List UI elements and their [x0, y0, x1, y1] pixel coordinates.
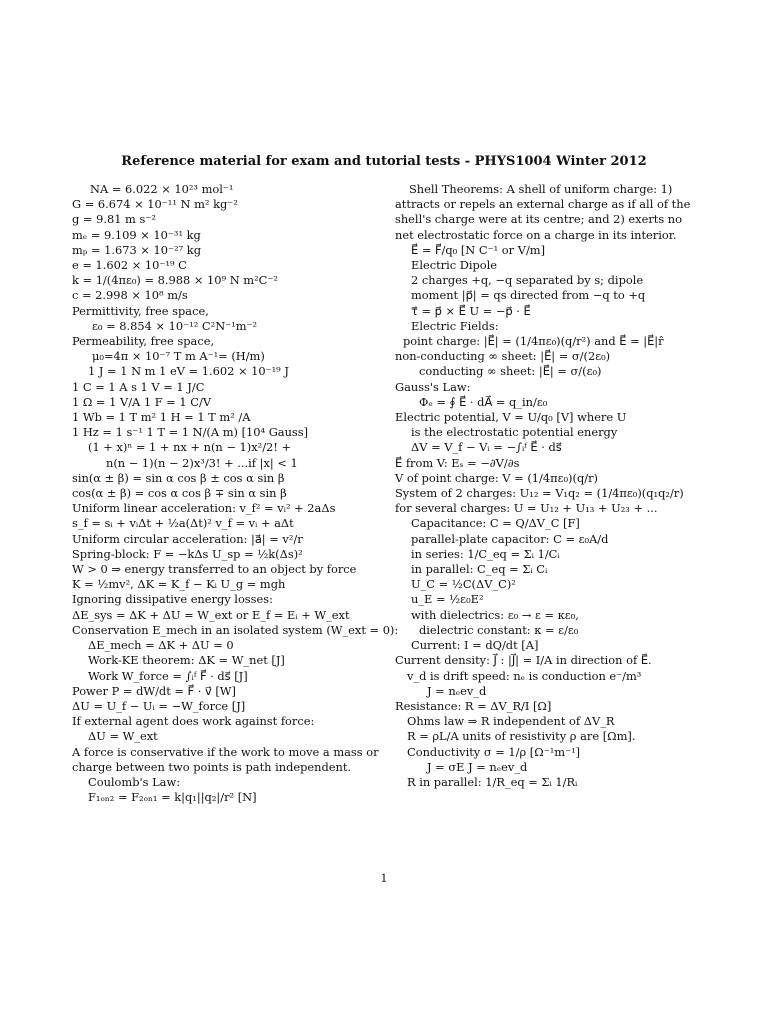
- left-column-line: (1 + x)ⁿ = 1 + nx + n(n − 1)x²/2! +: [88, 440, 292, 455]
- left-column-line: ΔU = U_f − Uᵢ = −W_force [J]: [72, 698, 246, 713]
- right-column-line: Conductivity σ = 1/ρ [Ω⁻¹m⁻¹]: [407, 744, 581, 759]
- right-column-line: J = nₑev_d: [427, 683, 487, 698]
- right-column-line: Ohms law ⇒ R independent of ΔV_R: [407, 714, 615, 729]
- right-column-line: Electric Dipole: [411, 258, 498, 273]
- left-column-line: K = ½mv², ΔK = K_f − Kᵢ U_g = mgh: [72, 577, 286, 592]
- left-column-line: Permittivity, free space,: [72, 303, 209, 318]
- right-column-line: conducting ∞ sheet: |E⃗| = σ/(ε₀): [419, 364, 602, 379]
- left-column-line: cos(α ± β) = cos α cos β ∓ sin α sin β: [72, 486, 287, 501]
- right-column-line: Current: I = dQ/dt [A]: [411, 638, 539, 653]
- right-column-line: R = ρL/A units of resistivity ρ are [Ωm].: [407, 729, 636, 744]
- right-column: [395, 182, 701, 790]
- left-column-line: ΔU = W_ext: [88, 729, 158, 744]
- left-column-line: Work-KE theorem: ΔK = W_net [J]: [88, 653, 285, 668]
- left-column-line: 1 C = 1 A s 1 V = 1 J/C: [72, 379, 205, 394]
- left-column-line: ΔE_sys = ΔK + ΔU = W_ext or E_f = Eᵢ + W_ext: [72, 607, 350, 622]
- left-column-line: Power P = dW/dt = F⃗ · v⃗ [W]: [72, 683, 236, 698]
- left-column-line: g = 9.81 m s⁻²: [72, 212, 156, 227]
- left-column-line: G = 6.674 × 10⁻¹¹ N m² kg⁻²: [72, 197, 238, 212]
- left-column-line: A force is conservative if the work to move a mass or charge between two points is path independent.: [72, 744, 379, 774]
- left-column-line: 1 J = 1 N m 1 eV = 1.602 × 10⁻¹⁹ J: [88, 364, 289, 379]
- left-column-line: mₚ = 1.673 × 10⁻²⁷ kg: [72, 242, 201, 257]
- page-number: 1: [380, 872, 388, 885]
- left-column-line: Coulomb's Law:: [88, 774, 181, 789]
- right-column-line: is the electrostatic potential energy: [411, 425, 618, 440]
- right-column-line: J = σE J = nₑev_d: [427, 759, 528, 774]
- right-column-line: E⃗ = F⃗/q₀ [N C⁻¹ or V/m]: [411, 242, 546, 257]
- right-column-line: V of point charge: V = (1/4πε₀)(q/r): [395, 470, 598, 485]
- right-column-line: Capacitance: C = Q/ΔV_C [F]: [411, 516, 580, 531]
- left-column-line: ε₀ = 8.854 × 10⁻¹² C²N⁻¹m⁻²: [92, 318, 258, 333]
- right-column-line: v_d is drift speed: nₑ is conduction e⁻/m³: [407, 668, 642, 683]
- right-column-line: E⃗ from V: Eₛ = −∂V/∂s: [395, 455, 520, 470]
- left-column-line: Ignoring dissipative energy losses:: [72, 592, 273, 607]
- left-column-line: Spring-block: F = −kΔs U_sp = ½k(Δs)²: [72, 546, 303, 561]
- left-column-line: W > 0 ⇒ energy transferred to an object by force: [72, 562, 357, 577]
- right-column-line: dielectric constant: κ = ε/ε₀: [419, 622, 579, 637]
- right-column-line: in parallel: C_eq = Σᵢ Cᵢ: [411, 562, 548, 577]
- right-column-line: parallel-plate capacitor: C = ε₀A/d: [411, 531, 609, 546]
- left-column-line: 1 Wb = 1 T m² 1 H = 1 T m² /A: [72, 410, 251, 425]
- right-column-line: in series: 1/C_eq = Σᵢ 1/Cᵢ: [411, 546, 560, 561]
- left-column-line: If external agent does work against force:: [72, 714, 315, 729]
- right-column-line: 2 charges +q, −q separated by s; dipole: [411, 273, 644, 288]
- left-column-line: mₑ = 9.109 × 10⁻³¹ kg: [72, 227, 201, 242]
- left-column: [72, 182, 399, 805]
- left-column-line: μ₀=4π × 10⁻⁷ T m A⁻¹= (H/m): [92, 349, 265, 364]
- left-column-line: 1 Hz = 1 s⁻¹ 1 T = 1 N/(A m) [10⁴ Gauss]: [72, 425, 309, 440]
- right-column-line: τ⃗ = p⃗ × E⃗ U = −p⃗ · E⃗: [411, 303, 531, 318]
- right-column-line: Shell Theorems: A shell of uniform charge: 1) attracts or repels an external charge as if all of the shell's charge were at its centre; and 2) exerts no net electrostatic force on a charge in its interior.: [395, 182, 691, 242]
- left-column-line: c = 2.998 × 10⁸ m/s: [72, 288, 188, 303]
- left-column-line: F₁ₒₙ₂ = F₂ₒₙ₁ = k|q₁||q₂|/r² [N]: [88, 790, 257, 805]
- left-column-line: n(n − 1)(n − 2)x³/3! + ...if |x| < 1: [106, 455, 298, 470]
- left-column-line: Uniform circular acceleration: |a⃗| = v²/r: [72, 531, 303, 546]
- left-column-line: Conservation E_mech in an isolated system (W_ext = 0):: [72, 622, 399, 637]
- right-column-line: point charge: |E⃗| = (1/4πε₀)(q/r²) and E⃗ = |E⃗|r̂: [403, 334, 664, 349]
- left-column-line: k = 1/(4πε₀) = 8.988 × 10⁹ N m²C⁻²: [72, 273, 278, 288]
- left-column-line: Work W_force = ∫ᵢᶠ F⃗ · ds⃗ [J]: [88, 668, 248, 683]
- right-column-line: non-conducting ∞ sheet: |E⃗| = σ/(2ε₀): [395, 349, 611, 364]
- left-column-line: sin(α ± β) = sin α cos β ± cos α sin β: [72, 470, 285, 485]
- right-column-line: U_C = ½C(ΔV_C)²: [411, 577, 516, 592]
- left-column-line: Permeability, free space,: [72, 334, 215, 349]
- left-column-line: ΔE_mech = ΔK + ΔU = 0: [88, 638, 234, 653]
- right-column-line: moment |p⃗| = qs directed from −q to +q: [411, 288, 646, 303]
- left-column-line: Uniform linear acceleration: v_f² = vᵢ² + 2aΔs: [72, 501, 336, 516]
- right-column-line: R in parallel: 1/R_eq = Σᵢ 1/Rᵢ: [407, 774, 578, 789]
- left-column-line: s_f = sᵢ + vᵢΔt + ½a(Δt)² v_f = vᵢ + aΔt: [72, 516, 294, 531]
- right-column-line: ΔV = V_f − Vᵢ = −∫ᵢᶠ E⃗ · ds⃗: [411, 440, 562, 455]
- left-column-line: e = 1.602 × 10⁻¹⁹ C: [72, 258, 187, 273]
- right-column-line: Electric Fields:: [411, 318, 499, 333]
- right-column-line: u_E = ½ε₀E²: [411, 592, 484, 607]
- right-column-line: Resistance: R = ΔV_R/I [Ω]: [395, 698, 552, 713]
- right-column-line: Electric potential, V = U/q₀ [V] where U: [395, 410, 627, 425]
- right-column-line: Φₑ = ∮ E⃗ · dA⃗ = q_in/ε₀: [419, 394, 548, 409]
- left-column-line: NA = 6.022 × 10²³ mol⁻¹: [90, 182, 234, 196]
- right-column-line: with dielectrics: ε₀ → ε = κε₀,: [411, 607, 579, 622]
- right-column-line: Gauss's Law:: [395, 379, 471, 394]
- right-column-line: System of 2 charges: U₁₂ = V₁q₂ = (1/4πε₀)(q₁q₂/r): [395, 486, 684, 501]
- right-column-line: for several charges: U = U₁₂ + U₁₃ + U₂₃ + ...: [395, 501, 658, 516]
- right-column-line: Current density: J⃗ : |J⃗| = I/A in direction of E⃗.: [395, 653, 652, 668]
- left-column-line: 1 Ω = 1 V/A 1 F = 1 C/V: [72, 394, 212, 409]
- page-title: Reference material for exam and tutorial tests - PHYS1004 Winter 2012: [121, 154, 647, 169]
